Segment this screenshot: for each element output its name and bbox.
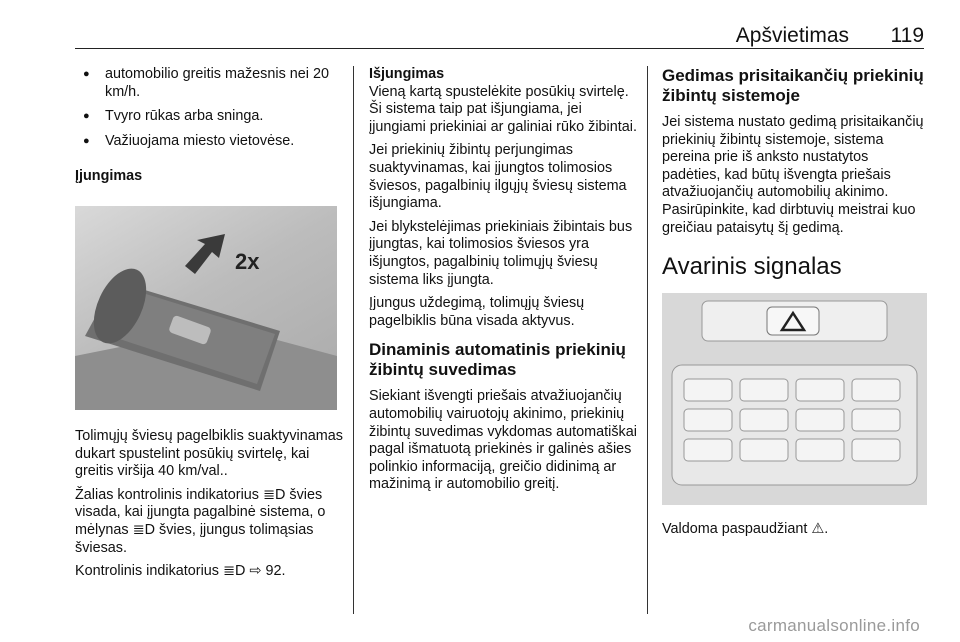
paragraph: Jei blykstelėjimas priekiniais žibintais bus įjungtas, kai tolimosios šviesos yra išjungtos, pagalbinių tolimųjų šviesų sistema liks įjungta.	[369, 218, 633, 288]
section-title: Apšvietimas	[735, 24, 849, 47]
list-item: ● Tvyro rūkas arba sninga.	[75, 108, 345, 126]
image-label-2x: 2x	[235, 248, 260, 274]
paragraph: Jei sistema nustato gedimą prisitaikančių priekinių žibintų sistemoje, sistema pereina prie iš anksto nustatytos padėties, kad būtų išvengta priešais atvažiuojančių automobilių akinimo. Pasirūpinkite, kad dirbtuvių meistrai kuo greičiau pataisytų šį gedimą.	[662, 114, 924, 236]
conditions-list	[75, 66, 345, 150]
arrow-up-right-icon	[185, 234, 225, 274]
paragraph: Valdoma paspaudžiant ⚠.	[662, 521, 829, 538]
paragraph: Tolimųjų šviesų pagelbiklis suaktyvinamas dukart spustelint posūkių svirtelę, kai greitis viršija 40 km/val..	[75, 427, 343, 480]
column-1	[75, 66, 345, 587]
heading-deactivation: Išjungimas	[369, 66, 445, 82]
column-divider-2	[647, 66, 648, 614]
paragraph: Įjungus uždegimą, tolimųjų šviesų pagelbiklis būna visada aktyvus.	[369, 295, 585, 329]
heading-fault: Gedimas prisitaikančių priekinių žibintų sistemoje	[662, 66, 924, 105]
list-item: ● automobilio greitis mažesnis nei 20 km/h.	[75, 66, 345, 101]
paragraph: Jei priekinių žibintų perjungimas suaktyvinamas, kai įjungtos tolimosios šviesos, pagalbinių ilgųjų šviesų sistema išjungiama.	[369, 142, 627, 212]
watermark: carmanualsonline.info	[748, 616, 920, 635]
page-number: 119	[890, 24, 924, 47]
heading-dynamic-leveling: Dinaminis automatinis priekinių žibintų suvedimas	[369, 340, 626, 380]
stalk-illustration	[75, 206, 337, 410]
list-item: ● Važiuojama miesto vietovėse.	[75, 133, 345, 151]
paragraph: Kontrolinis indikatorius ≣D ⇨ 92.	[75, 563, 286, 580]
paragraph: Vieną kartą spustelėkite posūkių svirtelę. Ši sistema taip pat išjungiama, jei įjungiami priekiniai ar galiniai rūko žibintai.	[369, 83, 637, 135]
turn-signal-stalk-image	[75, 206, 337, 410]
heading-hazard-lights: Avarinis signalas	[662, 253, 842, 281]
paragraph: Siekiant išvengti priešais atvažiuojančių automobilių vairuotojų akinimo, priekinių žibintų suvedimas vykdomas automatiškai pagal išmatuotą priekinės ir galinės ašies polinkio informaciją, greičio didinimą ar mažinimą ir automobilio greitį.	[369, 388, 637, 493]
hazard-button-image	[662, 293, 927, 505]
paragraph: Žalias kontrolinis indikatorius ≣D švies visada, kai įjungta pagalbinė sistema, o mėlynas ≣D švies, įjungus tolimąsias šviesas.	[75, 486, 326, 556]
column-divider-1	[353, 66, 354, 614]
center-console-illustration	[662, 293, 927, 505]
column-2	[369, 66, 637, 500]
page-header	[75, 24, 924, 49]
heading-activation: Įjungimas	[75, 168, 143, 185]
column-3	[662, 66, 927, 545]
